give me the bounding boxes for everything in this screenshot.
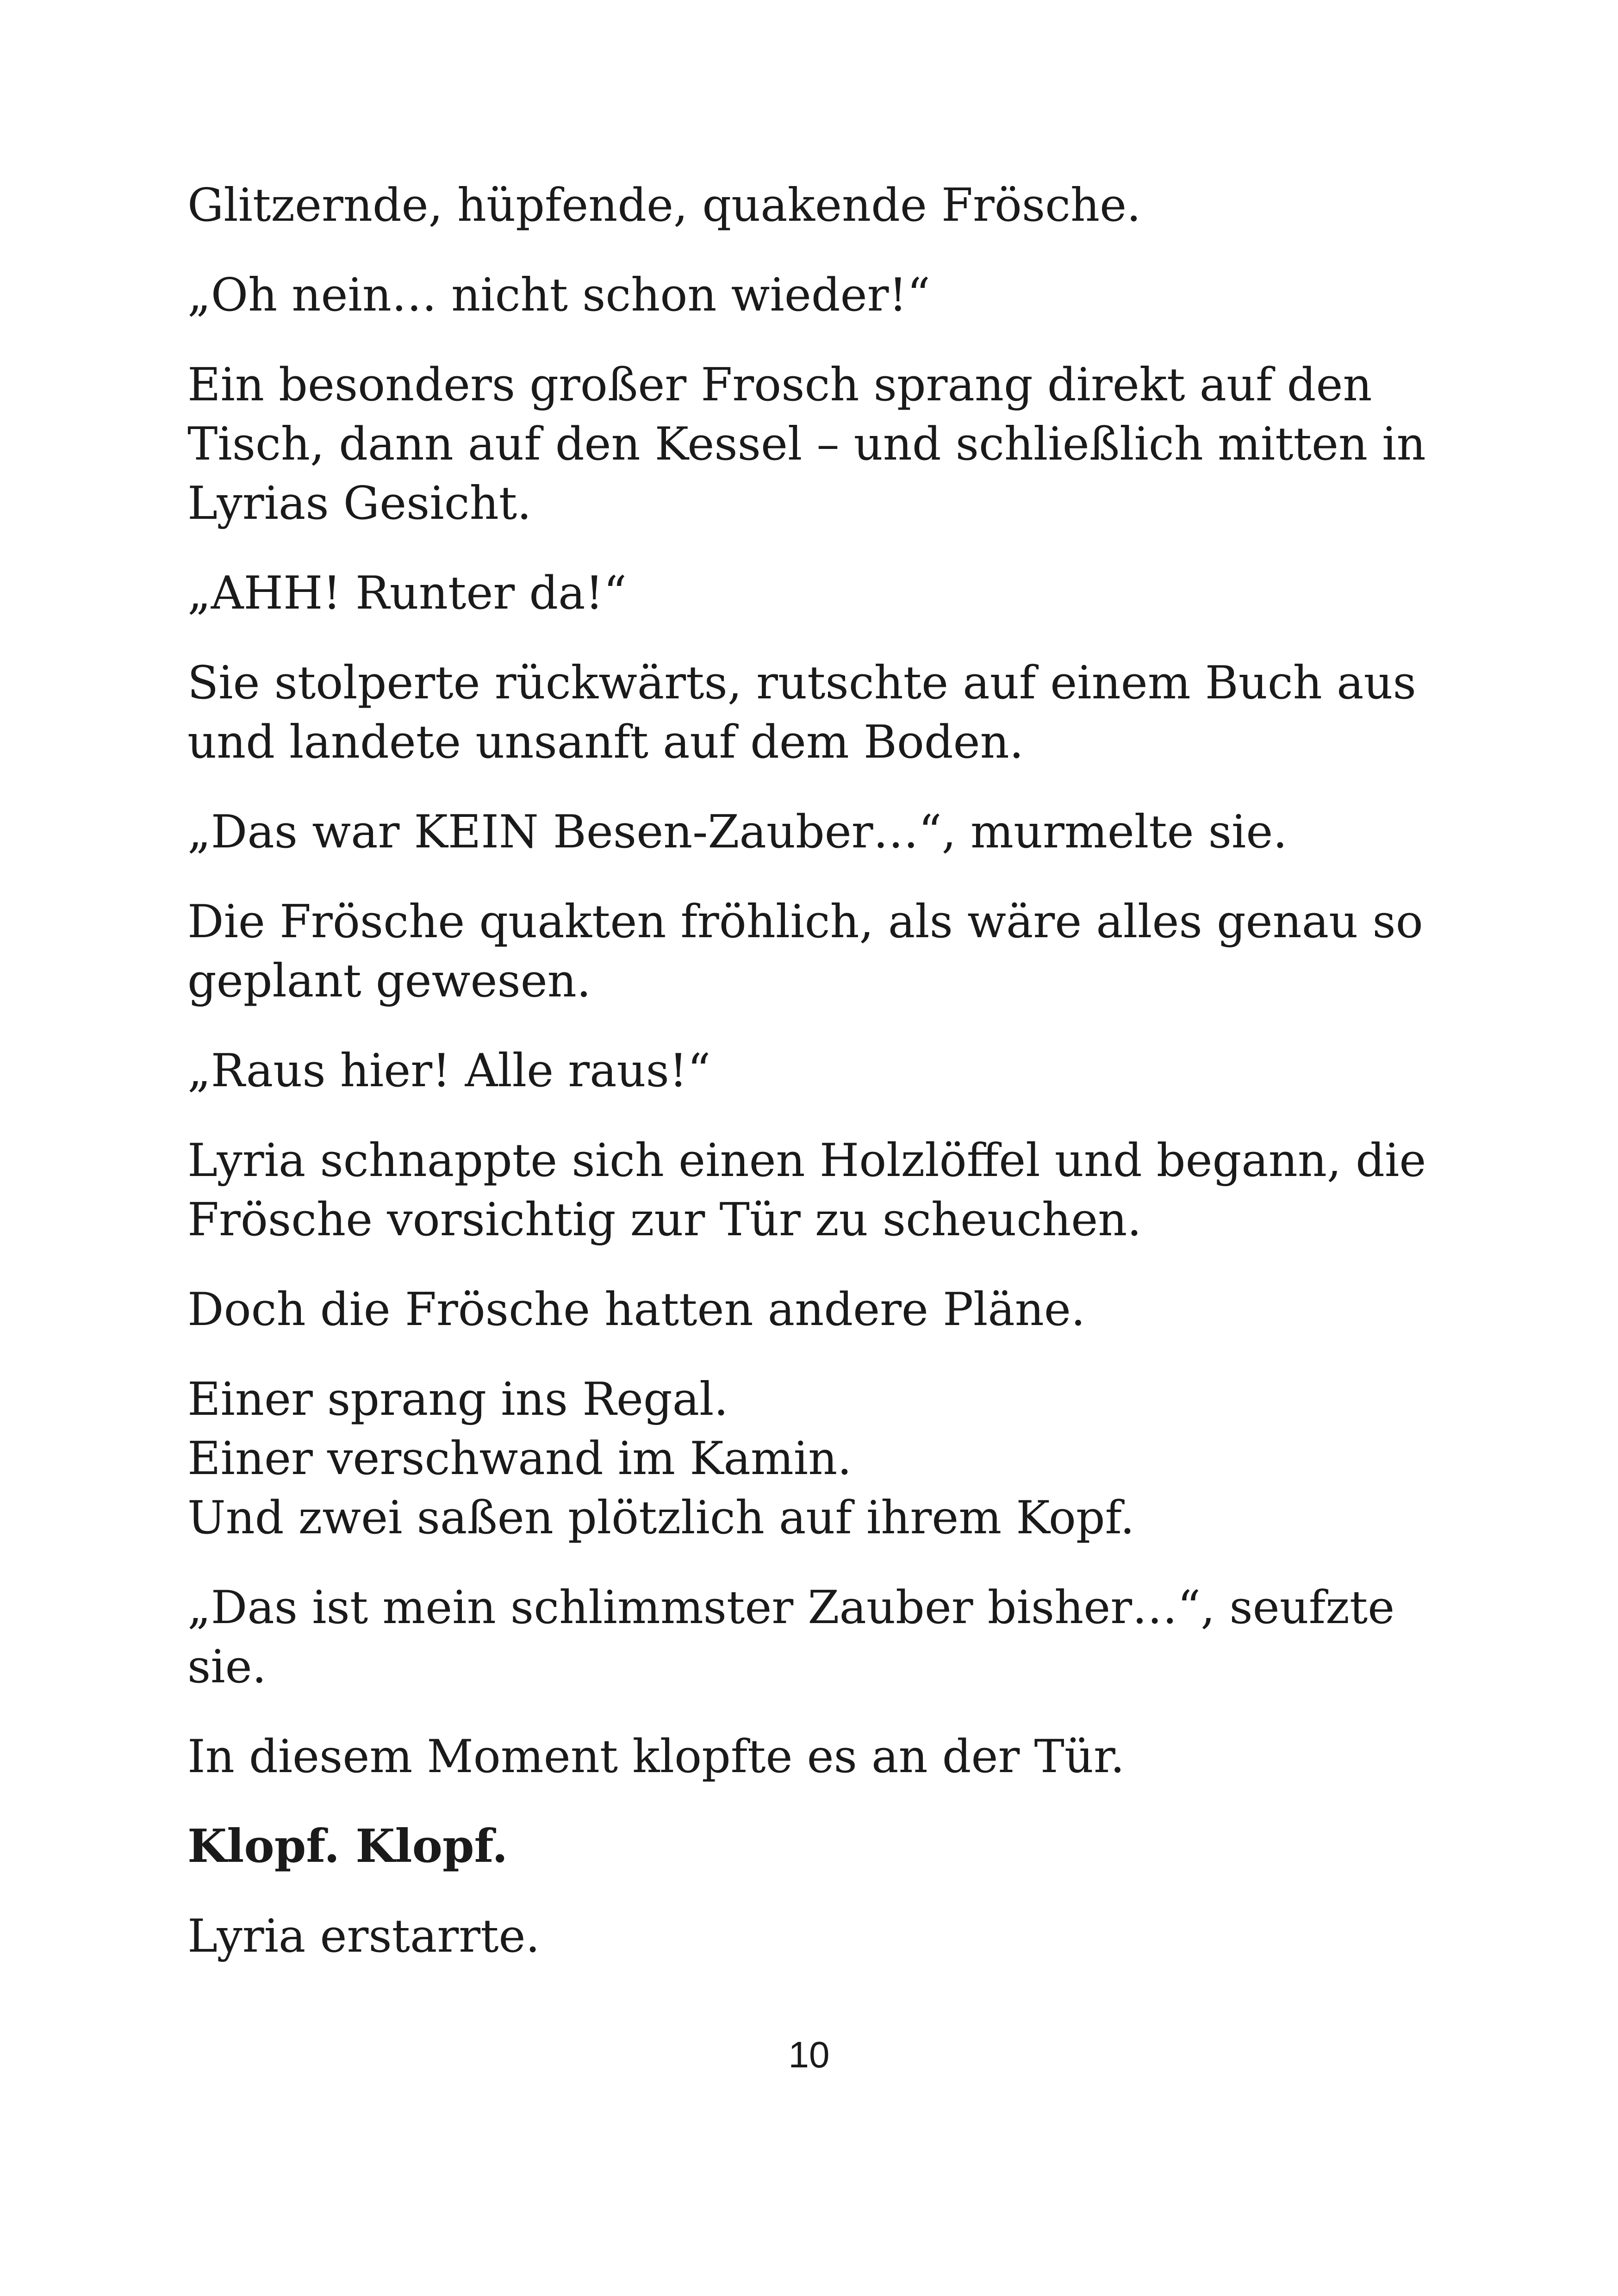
paragraph — [187, 892, 1465, 1011]
text-line: geplant gewesen. — [187, 955, 591, 1008]
paragraph — [187, 266, 1465, 325]
text-line: „Raus hier! Alle raus!“ — [187, 1045, 711, 1097]
text-line: Sie stolperte rückwärts, rutschte auf einem Buch aus — [187, 657, 1416, 709]
paragraph — [187, 1727, 1465, 1786]
story-text — [187, 176, 1465, 1997]
paragraph — [187, 1578, 1465, 1697]
text-line: Lyrias Gesicht. — [187, 477, 532, 530]
text-line: Ein besonders großer Frosch sprang direkt auf den — [187, 359, 1372, 411]
paragraph — [187, 653, 1465, 772]
text-line: Lyria schnappte sich einen Holzlöffel und begann, die — [187, 1134, 1426, 1187]
text-line: sie. — [187, 1641, 267, 1693]
paragraph — [187, 1041, 1465, 1101]
text-line: Klopf. Klopf. — [187, 1820, 508, 1873]
text-line: und landete unsanft auf dem Boden. — [187, 716, 1024, 769]
paragraph — [187, 1907, 1465, 1966]
paragraph — [187, 1280, 1465, 1339]
text-line: „Das ist mein schlimmster Zauber bisher…“, seufzte — [187, 1581, 1395, 1634]
text-line: „AHH! Runter da!“ — [187, 567, 627, 620]
text-line: Doch die Frösche hatten andere Pläne. — [187, 1283, 1086, 1336]
text-line: In diesem Moment klopfte es an der Tür. — [187, 1730, 1125, 1783]
text-line: Frösche vorsichtig zur Tür zu scheuchen. — [187, 1194, 1142, 1246]
text-line: Einer verschwand im Kamin. — [187, 1432, 852, 1485]
text-line: „Das war KEIN Besen-Zauber…“, murmelte sie. — [187, 806, 1288, 859]
paragraph — [187, 1370, 1465, 1548]
text-line: Tisch, dann auf den Kessel – und schließlich mitten in — [187, 418, 1426, 471]
text-line: Einer sprang ins Regal. — [187, 1373, 728, 1426]
paragraph — [187, 355, 1465, 533]
paragraph-bold-knock — [187, 1817, 1465, 1876]
paragraph — [187, 564, 1465, 623]
page-number: 10 — [788, 2034, 830, 2075]
text-line: Glitzernde, hüpfende, quakende Frösche. — [187, 179, 1141, 232]
text-line: „Oh nein… nicht schon wieder!“ — [187, 269, 930, 322]
text-line: Und zwei saßen plötzlich auf ihrem Kopf. — [187, 1492, 1135, 1544]
paragraph — [187, 1131, 1465, 1250]
text-line: Die Frösche quakten fröhlich, als wäre alles genau so — [187, 896, 1423, 948]
paragraph — [187, 176, 1465, 235]
paragraph — [187, 803, 1465, 862]
text-line: Lyria erstarrte. — [187, 1910, 540, 1963]
